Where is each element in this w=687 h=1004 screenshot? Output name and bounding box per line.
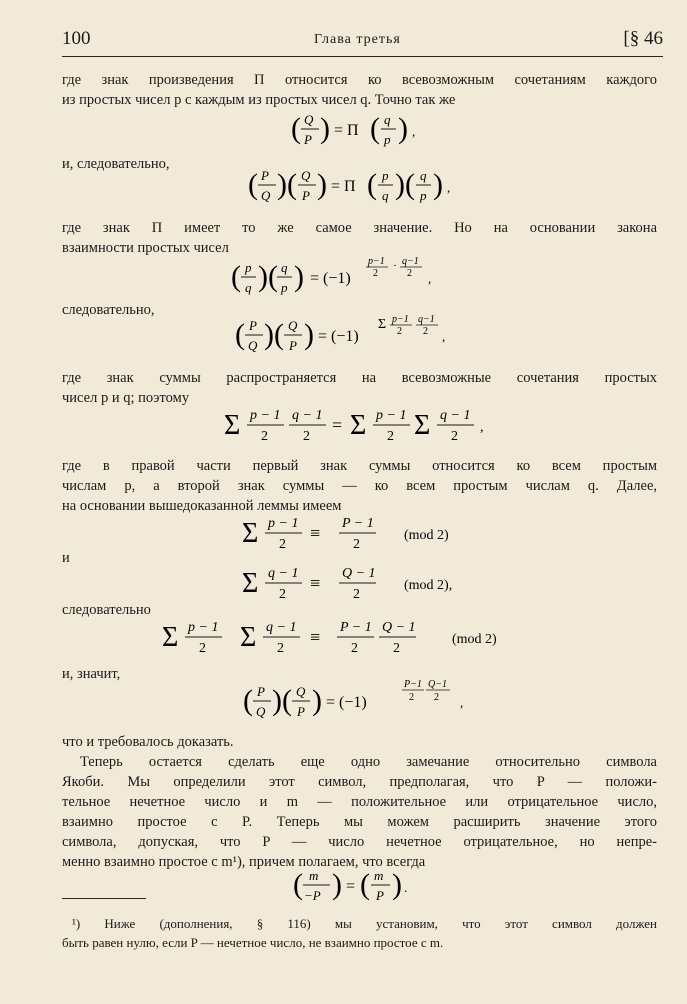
text-line: где знак суммы распространяется на всевозможные сочетания простых	[62, 370, 657, 386]
svg-text:q − 1: q − 1	[440, 408, 471, 423]
svg-text:(: (	[248, 168, 258, 201]
text-line: следовательно	[62, 602, 151, 618]
formula-svg	[228, 254, 508, 298]
svg-text:,: ,	[428, 271, 432, 286]
svg-text:,: ,	[447, 180, 451, 195]
svg-text:−P: −P	[304, 888, 321, 903]
svg-text:)(: )(	[264, 318, 284, 351]
svg-text:): )	[304, 318, 314, 351]
svg-text:2: 2	[373, 268, 378, 279]
section-number: [§ 46	[623, 28, 663, 49]
svg-text:): )	[317, 168, 327, 201]
svg-text:q − 1: q − 1	[268, 566, 299, 581]
text-line: что и требовалось доказать.	[62, 734, 234, 750]
svg-text:Σ: Σ	[350, 410, 367, 441]
text-line: Якоби. Мы определили этот символ, предполагая, что P — положи-	[62, 774, 657, 790]
svg-text:=: =	[332, 415, 343, 435]
svg-text:2: 2	[409, 692, 414, 703]
footnote-line: быть равен нулю, если P — нечетное число, не взаимно простое с m.	[62, 935, 444, 950]
svg-text:2: 2	[353, 587, 360, 602]
text-line: и, значит,	[62, 666, 121, 682]
svg-text:= (−1): = (−1)	[326, 694, 367, 711]
svg-text:Q: Q	[256, 704, 266, 719]
formula-svg	[240, 676, 500, 722]
text-line: где знак П имеет то же самое значение. Но на основании закона	[62, 220, 657, 236]
text-line: где в правой части первый знак суммы относится ко всем простым	[62, 458, 657, 474]
svg-text:2: 2	[397, 326, 402, 337]
svg-text:(: (	[360, 868, 370, 901]
svg-text:Q − 1: Q − 1	[382, 620, 416, 635]
svg-text:,: ,	[442, 329, 446, 344]
svg-text:Σ: Σ	[162, 622, 179, 653]
svg-text:(mod 2),: (mod 2),	[404, 578, 453, 593]
svg-text:P: P	[304, 132, 312, 147]
svg-text:P−1: P−1	[404, 679, 422, 690]
svg-text:q: q	[281, 260, 288, 275]
svg-text:p: p	[245, 260, 252, 275]
svg-text:Σ: Σ	[240, 622, 257, 653]
svg-text:2: 2	[353, 537, 360, 552]
svg-text:2: 2	[434, 692, 439, 703]
svg-text:≡: ≡	[310, 573, 321, 593]
formula	[232, 312, 522, 361]
svg-text:q: q	[420, 168, 427, 183]
formula	[222, 402, 542, 449]
svg-text:2: 2	[351, 641, 358, 656]
formula-svg	[240, 560, 500, 602]
svg-text:Σ: Σ	[414, 410, 431, 441]
footnote-rule	[62, 898, 146, 899]
svg-text:)(: )(	[277, 168, 297, 201]
svg-text:): )	[398, 112, 408, 145]
formula-svg	[222, 402, 542, 444]
svg-text:): )	[312, 684, 322, 717]
svg-text:p − 1: p − 1	[188, 620, 219, 635]
text-line: из простых чисел p с каждым из простых чисел q. Точно так же	[62, 92, 456, 108]
svg-text:P: P	[376, 888, 384, 903]
text-line: взаимно простое с P. Теперь мы можем расширить значение этого	[62, 814, 657, 830]
text-line: Теперь остается сделать еще одно замечание относительно символа	[80, 754, 657, 770]
svg-text:2: 2	[279, 587, 286, 602]
svg-text:): )	[320, 112, 330, 145]
svg-text:Q: Q	[304, 112, 314, 127]
svg-text:.: .	[404, 880, 408, 895]
svg-text:(: (	[231, 260, 241, 293]
svg-text:Q−1: Q−1	[428, 679, 447, 690]
svg-text:Q: Q	[301, 168, 311, 183]
text-line: где знак произведения П относится ко всевозможным сочетаниям каждого	[62, 72, 657, 88]
svg-text:Σ: Σ	[242, 568, 259, 599]
svg-text:(mod 2): (mod 2)	[404, 528, 449, 543]
svg-text:P: P	[289, 338, 297, 353]
svg-text:= (−1): = (−1)	[318, 328, 359, 345]
svg-text:)(: )(	[258, 260, 278, 293]
running-header	[62, 28, 663, 57]
svg-text:= (−1): = (−1)	[310, 270, 351, 287]
svg-text:): )	[294, 260, 304, 293]
svg-text:m: m	[309, 868, 319, 883]
svg-text:2: 2	[393, 641, 400, 656]
svg-text:·: ·	[393, 258, 397, 272]
svg-text:q: q	[245, 280, 252, 295]
text-line: взаимности простых чисел	[62, 240, 229, 256]
svg-text:q−1: q−1	[402, 256, 419, 267]
formula-svg	[232, 312, 522, 356]
formula-svg	[288, 110, 448, 152]
svg-text:p−1: p−1	[392, 314, 409, 325]
svg-text:≡: ≡	[310, 627, 321, 647]
svg-text:P: P	[249, 318, 257, 333]
text-line: и, следовательно,	[62, 156, 170, 172]
formula	[228, 254, 508, 303]
svg-text:Q: Q	[248, 338, 258, 353]
text-line: тельное нечетное число и m — положительное или отрицательное число,	[62, 794, 657, 810]
svg-text:p−1: p−1	[368, 256, 385, 267]
svg-text:P: P	[257, 684, 265, 699]
formula	[160, 614, 540, 661]
chapter-title: Глава третья	[314, 32, 401, 47]
svg-text:P − 1: P − 1	[342, 516, 374, 531]
svg-text:(: (	[293, 868, 303, 901]
text-line: менно взаимно простое с m¹), причем полагаем, что всегда	[62, 854, 426, 870]
svg-text:): )	[392, 868, 402, 901]
text-line: символа, допуская, что P — число нечетное отрицательное, но непре-	[62, 834, 657, 850]
svg-text:)(: )(	[395, 168, 415, 201]
svg-text:2: 2	[387, 429, 394, 444]
svg-text:)(: )(	[272, 684, 292, 717]
svg-text:2: 2	[279, 537, 286, 552]
text-line: чисел p и q; поэтому	[62, 390, 190, 406]
svg-text:p: p	[420, 188, 427, 203]
page-number: 100	[62, 28, 91, 49]
svg-text:,: ,	[412, 124, 416, 139]
formula-svg	[290, 866, 420, 908]
svg-text:Q: Q	[288, 318, 298, 333]
formula	[245, 166, 475, 213]
svg-text:P: P	[261, 168, 269, 183]
svg-text:p − 1: p − 1	[376, 408, 407, 423]
svg-text:Q: Q	[296, 684, 306, 699]
svg-text:Σ: Σ	[224, 410, 241, 441]
svg-text:p − 1: p − 1	[268, 516, 299, 531]
svg-text:= П: = П	[331, 178, 356, 195]
svg-text:): )	[332, 868, 342, 901]
formula-svg	[160, 614, 540, 656]
svg-text:Σ: Σ	[378, 317, 387, 332]
svg-text:p: p	[281, 280, 288, 295]
svg-text:= П: = П	[334, 122, 359, 139]
formula-svg	[245, 166, 475, 208]
svg-text:,: ,	[460, 695, 464, 710]
svg-text:(: (	[370, 112, 380, 145]
svg-text:2: 2	[199, 641, 206, 656]
svg-text:q − 1: q − 1	[292, 408, 323, 423]
text-line: на основании вышедоказанной леммы имеем	[62, 498, 342, 514]
svg-text:2: 2	[423, 326, 428, 337]
text-line: числам p, а второй знак суммы — ко всем простым числам q. Далее,	[62, 478, 657, 494]
formula	[290, 866, 420, 913]
svg-text:,: ,	[480, 420, 484, 435]
formula	[240, 676, 500, 727]
svg-text:(: (	[367, 168, 377, 201]
svg-text:P: P	[297, 704, 305, 719]
formula-svg	[240, 510, 500, 552]
svg-text:2: 2	[277, 641, 284, 656]
text-line: следовательно,	[62, 302, 155, 318]
svg-text:q−1: q−1	[418, 314, 435, 325]
svg-text:P − 1: P − 1	[340, 620, 372, 635]
svg-text:q: q	[382, 188, 389, 203]
svg-text:2: 2	[407, 268, 412, 279]
svg-text:2: 2	[303, 429, 310, 444]
svg-text:(: (	[243, 684, 253, 717]
svg-text:(: (	[235, 318, 245, 351]
svg-text:≡: ≡	[310, 523, 321, 543]
svg-text:q − 1: q − 1	[266, 620, 297, 635]
svg-text:Q: Q	[261, 188, 271, 203]
svg-text:Σ: Σ	[242, 518, 259, 549]
svg-text:p − 1: p − 1	[250, 408, 281, 423]
svg-text:=: =	[346, 878, 356, 895]
formula	[288, 110, 448, 157]
svg-text:2: 2	[451, 429, 458, 444]
svg-text:(: (	[291, 112, 301, 145]
svg-text:2: 2	[261, 429, 268, 444]
svg-text:p: p	[382, 168, 389, 183]
svg-text:P: P	[302, 188, 310, 203]
footnote-line: ¹) Ниже (дополнения, § 116) мы установим, что этот символ должен	[72, 916, 657, 931]
svg-text:p: p	[384, 132, 391, 147]
text-line: и	[62, 550, 70, 566]
svg-text:q: q	[384, 112, 391, 127]
svg-text:): )	[433, 168, 443, 201]
svg-text:(mod 2): (mod 2)	[452, 632, 497, 647]
svg-text:m: m	[374, 868, 384, 883]
svg-text:Q − 1: Q − 1	[342, 566, 376, 581]
